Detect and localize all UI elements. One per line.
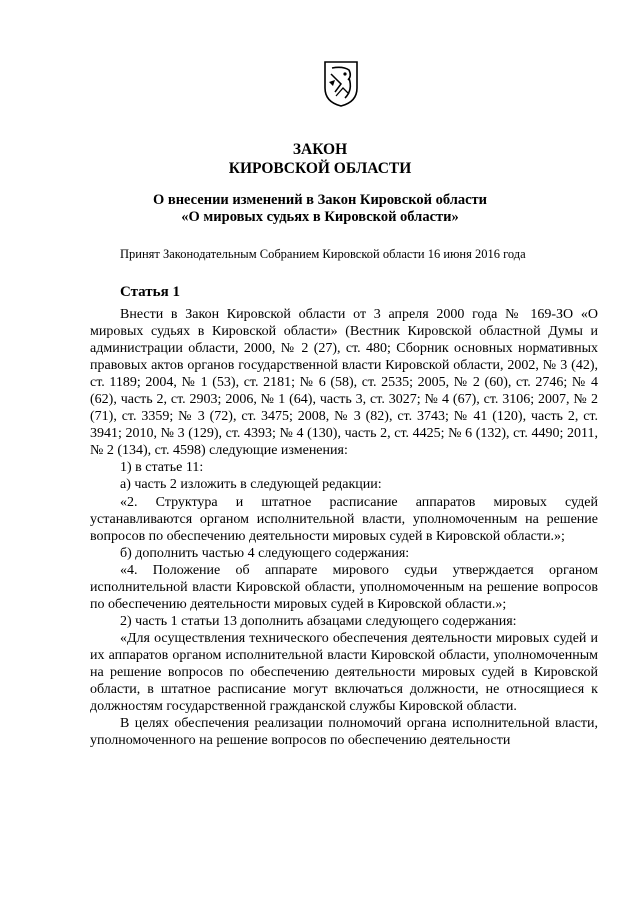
paragraph: «Для осуществления технического обеспечения деятельности мировых судей и их аппаратов органом исполнительной власти Кировской области, уполномоченным на решение вопросов по обеспечению деятельности мировых судей в Кировской области, в штатное расписание могут включаться должности, не относящиеся к должностям государственной гражданской службы Кировской области. xyxy=(90,630,598,715)
paragraph: В целях обеспечения реализации полномочий органа исполнительной власти, уполномоченного на решение вопросов по обеспечению деятельности xyxy=(90,716,598,749)
paragraph: «4. Положение об аппарате мирового судьи утверждается органом исполнительной власти Кировской области, уполномоченным на решение вопросов по обеспечению деятельности мировых судей в Кировской области.»; xyxy=(90,562,598,612)
document-title-region: КИРОВСКОЙ ОБЛАСТИ xyxy=(228,160,412,177)
paragraph: 1) в статье 11: xyxy=(120,460,204,476)
paragraph: 2) часть 1 статьи 13 дополнить абзацами следующего содержания: xyxy=(120,613,517,629)
paragraph: Внести в Закон Кировской области от 3 апреля 2000 года № 169-ЗО «О мировых судьях в Кировской области» (Вестник Кировской областной Думы и администрации области, 2000, № 2 (27), ст. 480; Сборник основных нормативных правовых актов органов государственной власти Кировской области, 2002, № 3 (42), ст. 1189; 2004, № 1 (53), ст. 2181; № 6 (58), ст. 2535; 2005, № 2 (60), ст. 2746; № 4 (62), часть 2, ст. 2903; 2006, № 1 (64), часть 3, ст. 3027; № 4 (67), ст. 3106; 2007, № 2 (71), ст. 3359; № 3 (72), ст. 3475; 2008, № 3 (82), ст. 3743; № 41 (120), часть 2, ст. 3941; 2010, № 3 (129), ст. 4393; № 4 (130), часть 2, ст. 4425; № 6 (132), ст. 4490; 2011, № 2 (134), ст. 4598) следующие изменения: xyxy=(90,307,598,459)
document-title: ЗАКОН xyxy=(292,141,348,158)
article-body xyxy=(90,306,598,749)
paragraph: а) часть 2 изложить в следующей редакции: xyxy=(120,477,382,493)
document-subtitle-quoted: «О мировых судьях в Кировской области» xyxy=(181,209,459,225)
paragraph: б) дополнить частью 4 следующего содержания: xyxy=(120,545,410,561)
document-subtitle: О внесении изменений в Закон Кировской области xyxy=(152,192,488,208)
paragraph: «2. Структура и штатное расписание аппаратов мировых судей устанавливаются органом исполнительной власти, уполномоченным на решение вопросов по обеспечению деятельности мировых судей в Кировской области.»; xyxy=(90,494,598,544)
coat-of-arms-emblem xyxy=(323,60,359,108)
adoption-note: Принят Законодательным Собранием Кировской области 16 июня 2016 года xyxy=(120,247,526,261)
article-heading: Статья 1 xyxy=(120,284,180,300)
